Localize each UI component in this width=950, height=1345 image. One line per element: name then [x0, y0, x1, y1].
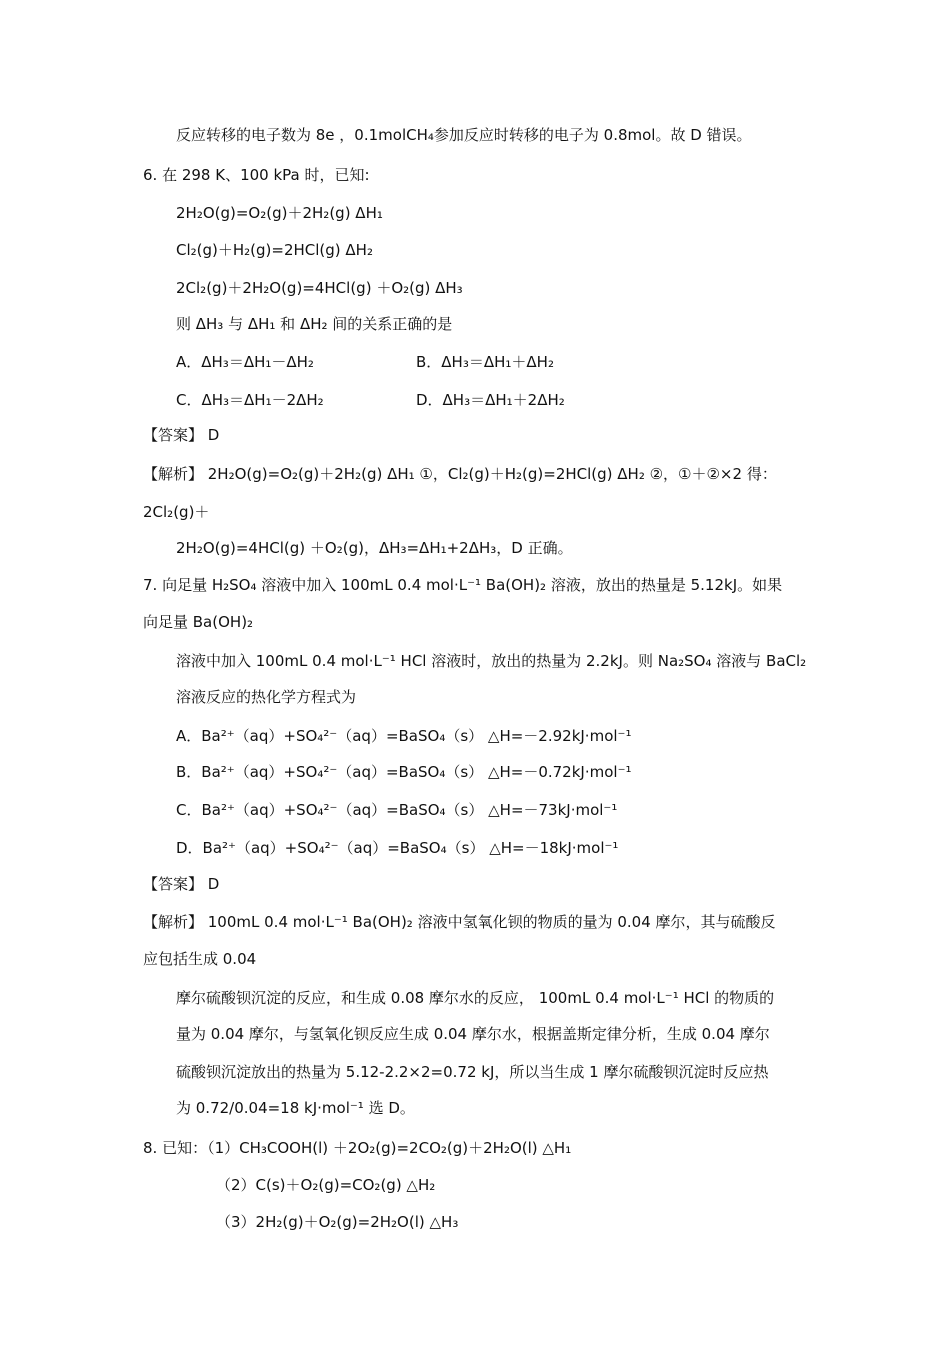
analysis-line: 为 0.72/0.04=18 kJ·mol⁻¹ 选 D。	[176, 1099, 415, 1117]
analysis-line: 【解析】 2H₂O(g)=O₂(g)＋2H₂(g) ΔH₁ ①，Cl₂(g)＋H₂(g)=2HCl(g) ΔH₂ ②，①＋②×2 得：	[143, 465, 777, 483]
analysis-line: 量为 0.04 摩尔，与氢氧化钡反应生成 0.04 摩尔水，根据盖斯定律分析，生成 0.04 摩尔	[176, 1025, 770, 1043]
analysis-line: 应包括生成 0.04	[143, 950, 257, 968]
option-a: A．ΔH₃＝ΔH₁－ΔH₂	[176, 353, 314, 371]
option-c: C．ΔH₃＝ΔH₁－2ΔH₂	[176, 391, 324, 409]
option-c: C．Ba²⁺（aq）+SO₄²⁻（aq）=BaSO₄（s） △H=－73kJ·mol⁻¹	[176, 801, 618, 819]
option-d: D．ΔH₃＝ΔH₁＋2ΔH₂	[416, 391, 565, 409]
analysis-line: 【解析】 100mL 0.4 mol·L⁻¹ Ba(OH)₂ 溶液中氢氧化钡的物质的量为 0.04 摩尔，其与硫酸反	[143, 913, 776, 931]
question-7-prompt: 溶液反应的热化学方程式为	[176, 688, 357, 706]
option-b: B．ΔH₃＝ΔH₁＋ΔH₂	[416, 353, 554, 371]
equation-1: 2H₂O(g)=O₂(g)＋2H₂(g) ΔH₁	[176, 204, 383, 222]
question-7-stem: 向足量 Ba(OH)₂	[143, 613, 254, 631]
analysis-line: 2Cl₂(g)＋	[143, 503, 210, 521]
equation-2: （2）C(s)＋O₂(g)=CO₂(g) △H₂	[216, 1176, 436, 1194]
question-7-stem: 7. 向足量 H₂SO₄ 溶液中加入 100mL 0.4 mol·L⁻¹ Ba(OH)₂ 溶液，放出的热量是 5.12kJ。如果	[143, 576, 783, 594]
question-8-stem: 8. 已知：（1）CH₃COOH(l) ＋2O₂(g)=2CO₂(g)＋2H₂O(l) △H₁	[143, 1139, 572, 1157]
option-b: B．Ba²⁺（aq）+SO₄²⁻（aq）=BaSO₄（s） △H=－0.72kJ·mol⁻¹	[176, 763, 632, 781]
option-a: A．Ba²⁺（aq）+SO₄²⁻（aq）=BaSO₄（s） △H=－2.92kJ·mol⁻¹	[176, 727, 632, 745]
answer-label: 【答案】 D	[143, 426, 220, 444]
equation-3: 2Cl₂(g)＋2H₂O(g)=4HCl(g) ＋O₂(g) ΔH₃	[176, 279, 463, 297]
answer-label: 【答案】 D	[143, 875, 220, 893]
question-6-prompt: 则 ΔH₃ 与 ΔH₁ 和 ΔH₂ 间的关系正确的是	[176, 315, 453, 333]
equation-2: Cl₂(g)＋H₂(g)=2HCl(g) ΔH₂	[176, 241, 373, 259]
question-7-stem: 溶液中加入 100mL 0.4 mol·L⁻¹ HCl 溶液时，放出的热量为 2.2kJ。则 Na₂SO₄ 溶液与 BaCl₂	[176, 652, 807, 670]
question-6-stem: 6. 在 298 K、100 kPa 时，已知:	[143, 166, 370, 184]
equation-3: （3）2H₂(g)＋O₂(g)=2H₂O(l) △H₃	[216, 1213, 459, 1231]
analysis-line: 硫酸钡沉淀放出的热量为 5.12-2.2×2=0.72 kJ，所以当生成 1 摩尔硫酸钡沉淀时反应热	[176, 1063, 769, 1081]
text-line: 反应转移的电子数为 8e ，0.1molCH₄参加反应时转移的电子为 0.8mol。故 D 错误。	[176, 126, 752, 144]
option-d: D．Ba²⁺（aq）+SO₄²⁻（aq）=BaSO₄（s） △H=－18kJ·mol⁻¹	[176, 839, 619, 857]
analysis-line: 摩尔硫酸钡沉淀的反应，和生成 0.08 摩尔水的反应， 100mL 0.4 mol·L⁻¹ HCl 的物质的	[176, 989, 775, 1007]
analysis-line: 2H₂O(g)=4HCl(g) ＋O₂(g)，ΔH₃=ΔH₁+2ΔH₃，D 正确。	[176, 539, 573, 557]
